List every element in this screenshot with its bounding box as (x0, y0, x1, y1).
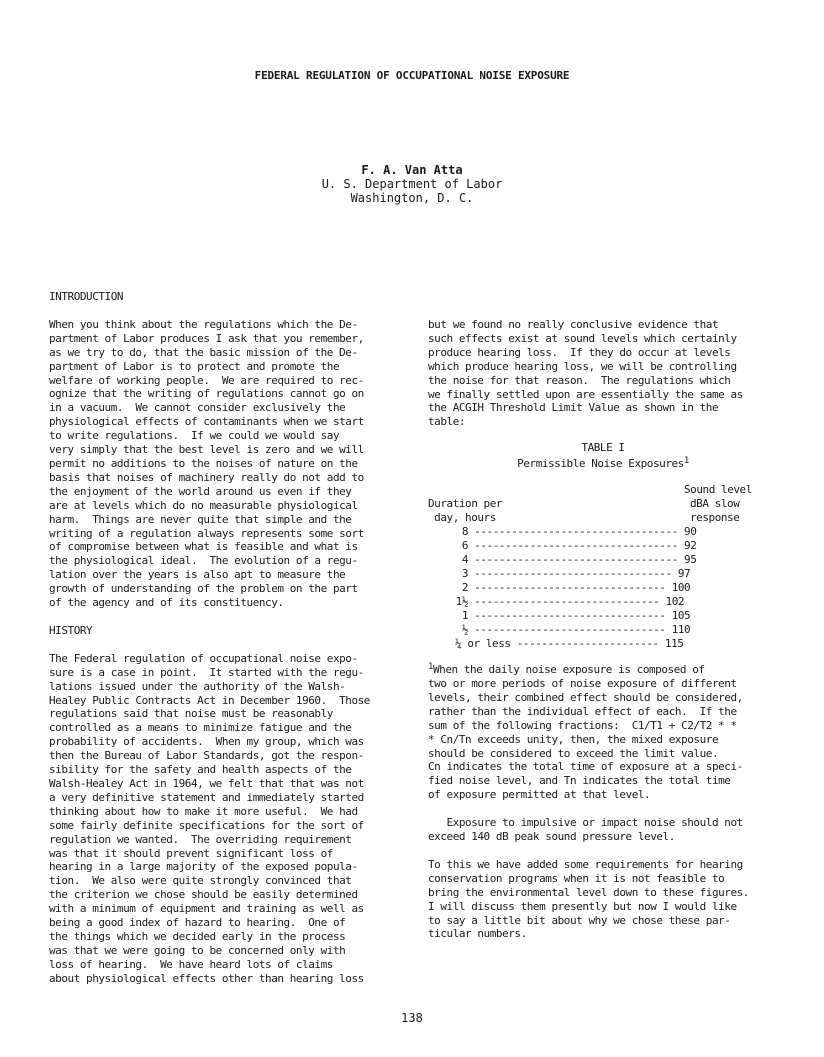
noise-table (428, 483, 778, 649)
table-footnote-mark: 1 (683, 456, 689, 467)
duration-cell: 2 (461, 581, 468, 595)
sound-level-cell: 115 (658, 637, 684, 651)
col1-header-1: Duration per (428, 497, 503, 511)
duration-cell: 6 (461, 539, 468, 553)
left-column (49, 290, 401, 986)
table-row (428, 637, 683, 651)
table-row (428, 609, 690, 623)
hearing-conservation-paragraph: To this we have added some requirements for hearing conservation programs when it is not feasible to bring the environmental level down to these figures. I will discuss them presently but now I would like to say a little bit about why we chose these par- ticular numbers. (428, 857, 749, 941)
history-heading: HISTORY (49, 623, 93, 637)
col1-header-2: day, hours (428, 511, 496, 525)
sound-level-cell: 110 (665, 623, 691, 637)
leader-dots: --------------------------------- (468, 539, 678, 553)
table-row (428, 567, 690, 581)
author-location: Washington, D. C. (350, 191, 474, 205)
sound-level-cell: 102 (659, 595, 685, 609)
duration-cell: ½ (461, 623, 468, 637)
impulse-noise-paragraph: Exposure to impulsive or impact noise should not exceed 140 dB peak sound pressure level. (428, 816, 743, 844)
right-intro-paragraph: but we found no really conclusive evidence that such effects exist at sound levels which certainly produce hearing loss. If they do occur at levels which produce hearing loss, we will be controlling the noise for that reason. The regulations which we finally settled upon are essentially the same as the ACGIH Threshold Limit Value as shown in the table: (428, 318, 743, 429)
sound-level-cell: 97 (671, 567, 691, 581)
table-footnote (428, 661, 778, 802)
sound-level-cell: 100 (665, 581, 691, 595)
duration-cell: 3 (461, 567, 468, 581)
table-row (428, 581, 690, 595)
leader-dots: ------------------------------- (468, 609, 666, 623)
sound-level-cell: 90 (677, 525, 697, 539)
leader-dots: ------------------------------- (468, 623, 666, 637)
table-row (428, 539, 696, 553)
table-subtitle-text: Permissible Noise Exposures (517, 457, 684, 471)
table-subtitle (428, 455, 778, 471)
leader-dots: ------------------------------ (468, 595, 660, 609)
duration-cell: ¼ or less (455, 637, 511, 651)
leader-dots: ------------------------------- (468, 581, 666, 595)
sound-level-cell: 92 (677, 539, 697, 553)
author-affiliation: U. S. Department of Labor (321, 177, 503, 191)
leader-dots: -------------------------------- (468, 567, 672, 581)
table-row (428, 595, 684, 609)
history-paragraph: The Federal regulation of occupational noise expo- sure is a case in point. It started with the regu- lations issued under the authority of the Walsh- Healey Public Contracts Act in December 1960. Those regulations said that noise must be reasonably controlled as a means to minimize fatigue and the probability of accidents. When my group, which was then the Bureau of Labor Standards, got the respon- sibility for the safety and health aspects of the Walsh-Healey Act in 1964, we felt that that was not a very definitive statement and immediately started thinking about how to make it more useful. We had some fairly definite specifications for the sort of regulation we wanted. The overriding requirement was that it should prevent significant loss of hearing in a large majority of the exposed popula- tion. We also were quite strongly convinced that the criterion we chose should be easily determined with a minimum of equipment and training as well as being a good index of hazard to hearing. One of the things which we decided early in the process was that we were going to be concerned only with loss of hearing. We have heard lots of claims about physiological effects other than hearing loss (49, 651, 370, 985)
sound-level-cell: 95 (677, 553, 697, 567)
author-name: F. A. Van Atta (361, 163, 463, 177)
leader-dots: --------------------------------- (468, 525, 678, 539)
table-row (428, 623, 690, 637)
col2-header-1: Sound level (684, 483, 752, 497)
sound-level-cell: 105 (665, 609, 691, 623)
duration-cell: 8 (461, 525, 468, 539)
table-title: TABLE I (581, 441, 625, 455)
right-column (428, 318, 778, 941)
duration-cell: 4 (461, 553, 468, 567)
leader-dots: ----------------------- (510, 637, 659, 651)
duration-cell: 1 (461, 609, 468, 623)
page-number: 138 (401, 1011, 423, 1025)
table-row (428, 553, 696, 567)
introduction-paragraph: When you think about the regulations which the De- partment of Labor produces I ask that you remember, as we try to do, that the basic mission of the De- partment of Labor is to protect and promote the welfare of working people. We are required to rec- ognize that the writing of regulations cannot go on in a vacuum. We cannot consider exclusively the physiological effects of contaminants when we start to write regulations. If we could we would say very simply that the best level is zero and we will permit no additions to the noises of nature on the basis that noises of machinery really do not add to the enjoyment of the world around us even if they are at levels which do no measurable physiological harm. Things are never quite that simple and the writing of a regulation always represents some sort of compromise between what is feasible and what is the physiological ideal. The evolution of a regu- lation over the years is also apt to measure the growth of understanding of the problem on the part of the agency and of its constituency. (49, 317, 364, 610)
footnote-mark: 1 (428, 662, 433, 673)
table-row (428, 525, 696, 539)
col2-header-2: dBA slow (690, 497, 740, 511)
author-block (0, 163, 824, 205)
leader-dots: --------------------------------- (468, 553, 678, 567)
col2-header-3: response (690, 511, 740, 525)
page-title: FEDERAL REGULATION OF OCCUPATIONAL NOISE EXPOSURE (254, 69, 570, 82)
introduction-heading: INTRODUCTION (49, 290, 124, 303)
duration-cell: 1½ (455, 595, 468, 609)
footnote-text: When the daily noise exposure is composed of two or more periods of noise exposure of different levels, their combined effect should be considered, rather than the individual effect of each. If the sum of the following fractions: C1/T1 + C2/T2 * * * Cn/Tn exceeds unity, then, the mixed exposure should be considered to exceed the limit value. Cn indicates the total time of exposure at a speci- fied noise level, and Tn indicates the total time of exposure permitted at that level. (428, 663, 743, 802)
